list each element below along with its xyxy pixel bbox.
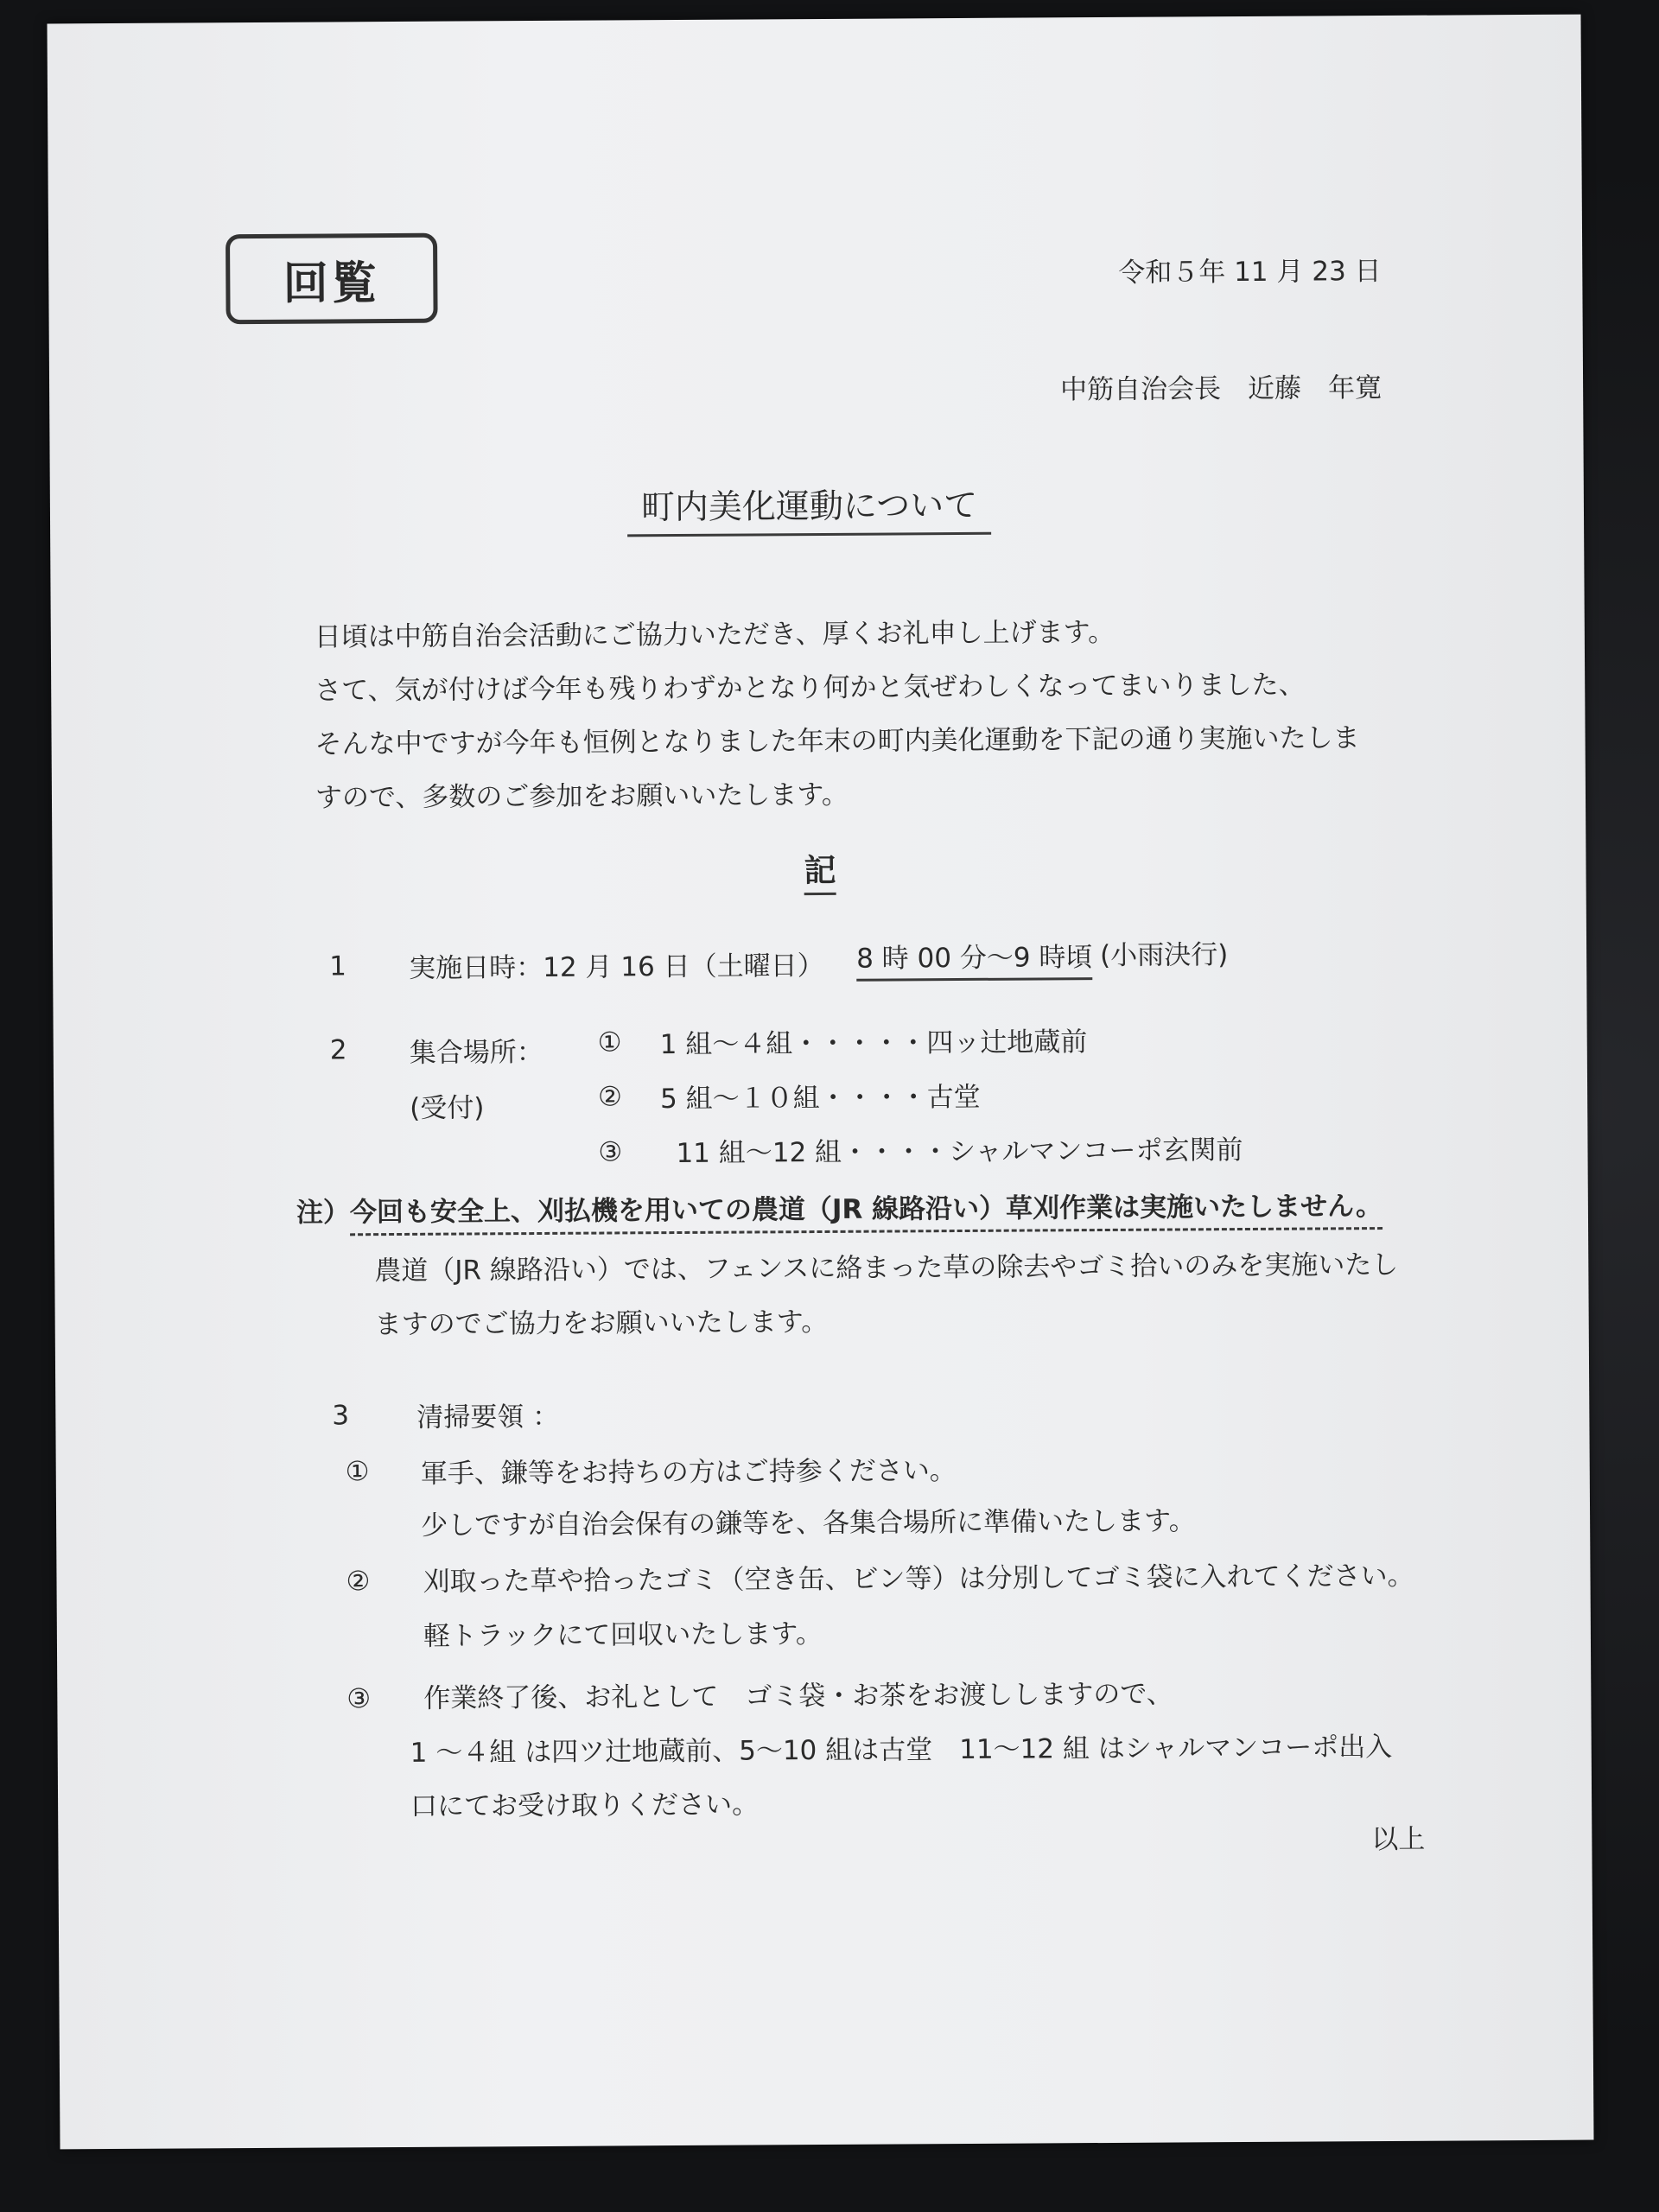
ki-heading: 記	[804, 844, 836, 895]
note-prefix: 注）	[296, 1197, 351, 1229]
note-emphasis: 今回も安全上、刈払機を用いての農道（JR 線路沿い）草刈作業は実施いたしません。	[350, 1191, 1382, 1236]
step-line: 刈取った草や拾ったゴミ（空き缶、ビン等）は分別してゴミ袋に入れてください。	[423, 1560, 1414, 1598]
step-line: 1 ～４組 は四ツ辻地蔵前、5～10 組は古堂 11～12 組 はシャルマンコーポ出入	[410, 1731, 1393, 1769]
meeting-place-label: 集合場所：	[409, 1036, 543, 1069]
step-mark: ②	[346, 1566, 371, 1598]
event-datetime-label: 実施日時：12 月 16 日（土曜日）	[409, 950, 824, 984]
sender-name: 中筋自治会長 近藤 年寛	[1060, 372, 1382, 406]
intro-line: すので、多数のご参加をお願いいたします。	[315, 779, 849, 814]
place-mark: ③	[598, 1136, 623, 1168]
step-line: 口にてお受け取りください。	[410, 1789, 760, 1822]
step-mark: ③	[346, 1683, 372, 1715]
meeting-place-2: 5 組～１０組・・・・古堂	[660, 1081, 981, 1116]
issue-date: 令和５年 11 月 23 日	[1118, 256, 1382, 289]
closing-mark: 以上	[1371, 1823, 1426, 1856]
intro-line: さて、気が付けば今年も残りわずかとなり何かと気ぜわしくなってまいりました、	[315, 669, 1306, 707]
safety-note	[296, 1184, 1382, 1230]
place-mark: ①	[597, 1027, 622, 1058]
meeting-place-1: 1 組～４組・・・・・四ッ辻地蔵前	[659, 1027, 1088, 1061]
intro-line: 日頃は中筋自治会活動にご協力いただき、厚くお礼申し上げます。	[314, 616, 1116, 653]
notice-title: 町内美化運動について	[627, 479, 992, 537]
intro-line: そんな中ですが今年も恒例となりました年末の町内美化運動を下記の通り実施いたしま	[315, 722, 1360, 760]
item-number: 2	[329, 1034, 347, 1066]
circulation-stamp: 回覧	[226, 233, 438, 324]
step-line: 軍手、鎌等をお持ちの方はご持参ください。	[420, 1455, 957, 1490]
item-number: 3	[332, 1400, 350, 1432]
step-line: 少しですが自治会保有の鎌等を、各集合場所に準備いたします。	[421, 1505, 1196, 1541]
cleaning-guide-label: 清掃要領 ：	[416, 1401, 560, 1433]
item-number: 1	[329, 950, 347, 982]
circular-notice-sheet	[48, 15, 1594, 2150]
event-time: 8 時 00 分～9 時頃	[856, 935, 1093, 982]
note-line: ますのでご協力をお願いいたします。	[374, 1306, 829, 1341]
note-line: 農道（JR 線路沿い）では、フェンスに絡まった草の除去やゴミ拾いのみを実施いたし	[374, 1249, 1399, 1287]
reception-label: (受付)	[410, 1092, 485, 1124]
event-weather-note: (小雨決行)	[1100, 939, 1229, 972]
meeting-place-3: 11 組～12 組・・・・シャルマンコーポ玄関前	[676, 1135, 1243, 1170]
step-mark: ①	[345, 1456, 370, 1488]
step-line: 作業終了後、お礼として ゴミ袋・お茶をお渡ししますので、	[423, 1678, 1173, 1714]
place-mark: ②	[597, 1081, 623, 1113]
step-line: 軽トラックにて回収いたします。	[423, 1618, 823, 1652]
